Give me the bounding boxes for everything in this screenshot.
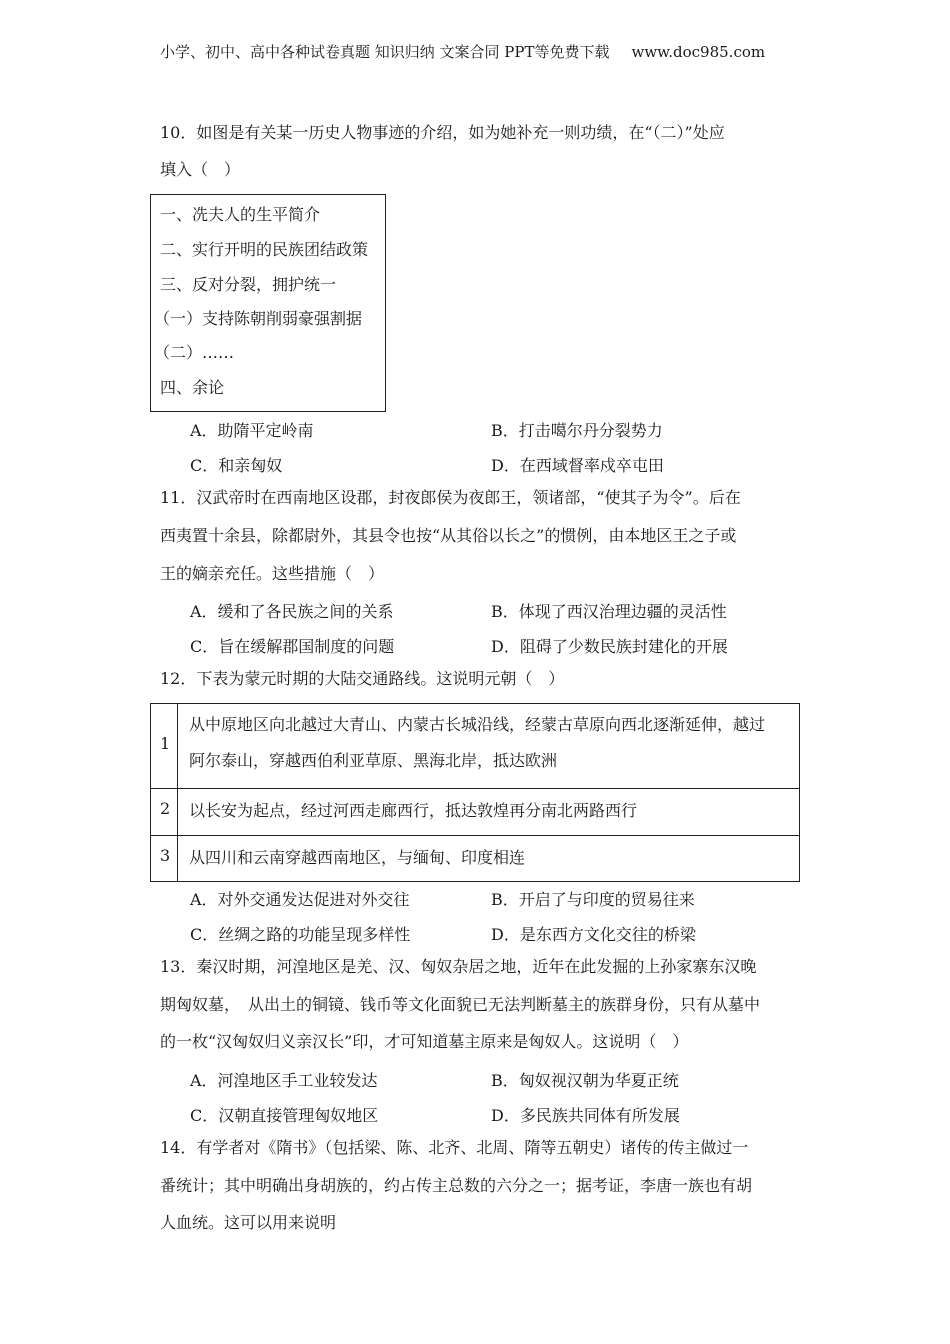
row-text: 从中原地区向北越过大青山、内蒙古长城沿线，经蒙古草原向西北逐渐延伸，越过	[189, 715, 766, 734]
outline-item: （二）……	[154, 343, 235, 362]
row-text: 阿尔泰山，穿越西伯利亚草原、黑海北岸，抵达欧洲	[189, 751, 558, 770]
page-header	[160, 41, 765, 62]
q11-option-b[interactable]: B．体现了西汉治理边疆的灵活性	[491, 602, 727, 621]
q12-route-table	[150, 703, 800, 882]
q11-line2: 西夷置十余县，除都尉外，其县令也按“从其俗以长之”的惯例，由本地区王之子或	[160, 526, 737, 545]
q10-stem-line1: 10．如图是有关某一历史人物事迹的介绍，如为她补充一则功绩，在“（二）”处应	[160, 123, 725, 142]
q11-option-d[interactable]: D．阻碍了少数民族封建化的开展	[491, 637, 728, 656]
outline-item: 三、反对分裂，拥护统一	[160, 275, 337, 294]
row-number-cell	[151, 836, 178, 881]
q11-line3: 王的嫡亲充任。这些措施（ ）	[160, 564, 385, 583]
q13-line3: 的一枚“汉匈奴归义亲汉长”印，才可知道墓主原来是匈奴人。这说明（ ）	[160, 1032, 689, 1051]
q10-outline-box	[150, 194, 386, 412]
q14-line2: 番统计；其中明确出身胡族的，约占传主总数的六分之一；据考证，李唐一族也有胡	[160, 1176, 753, 1195]
header-site: www.doc985.com	[631, 43, 766, 61]
q11-option-a[interactable]: A．缓和了各民族之间的关系	[190, 602, 394, 621]
q13-option-d[interactable]: D．多民族共同体有所发展	[491, 1106, 680, 1125]
q13-option-c[interactable]: C．汉朝直接管理匈奴地区	[190, 1106, 379, 1125]
q10-option-a[interactable]: A．助隋平定岭南	[190, 421, 314, 440]
outline-item: 一、冼夫人的生平简介	[160, 205, 321, 224]
q13-option-a[interactable]: A．河湟地区手工业较发达	[190, 1071, 378, 1090]
table-row	[151, 704, 799, 788]
row-number: 1	[160, 734, 171, 753]
q10-stem-line2: 填入（ ）	[160, 160, 241, 179]
q14-line1: 14．有学者对《隋书》（包括梁、陈、北齐、北周、隋等五朝史）诸传的传主做过一	[160, 1138, 749, 1157]
outline-item: （一）支持陈朝削弱豪强割据	[154, 309, 363, 328]
q12-option-a[interactable]: A．对外交通发达促进对外交往	[190, 890, 410, 909]
row-number-cell	[151, 704, 178, 788]
q12-option-b[interactable]: B．开启了与印度的贸易往来	[491, 890, 695, 909]
outline-item: 二、实行开明的民族团结政策	[160, 240, 369, 259]
outline-item: 四、余论	[160, 378, 225, 397]
table-row	[151, 788, 799, 835]
q13-line2: 期匈奴墓， 从出土的铜镜、钱币等文化面貌已无法判断墓主的族群身份，只有从墓中	[160, 995, 761, 1014]
q13-line1: 13．秦汉时期，河湟地区是羌、汉、匈奴杂居之地，近年在此发掘的上孙家寨东汉晚	[160, 957, 757, 976]
q14-line3: 人血统。这可以用来说明	[160, 1213, 337, 1232]
q12-option-c[interactable]: C．丝绸之路的功能呈现多样性	[190, 925, 411, 944]
row-text: 从四川和云南穿越西南地区，与缅甸、印度相连	[189, 848, 526, 867]
row-text: 以长安为起点，经过河西走廊西行，抵达敦煌再分南北两路西行	[189, 801, 638, 820]
row-number: 3	[160, 846, 171, 865]
q13-option-b[interactable]: B．匈奴视汉朝为华夏正统	[491, 1071, 679, 1090]
row-number: 2	[160, 799, 171, 818]
table-row	[151, 835, 799, 881]
row-number-cell	[151, 789, 178, 835]
q10-option-b[interactable]: B．打击噶尔丹分裂势力	[491, 421, 663, 440]
q12-stem: 12．下表为蒙元时期的大陆交通路线。这说明元朝（ ）	[160, 669, 565, 688]
header-text: 小学、初中、高中各种试卷真题 知识归纳 文案合同 PPT等免费下载	[160, 43, 610, 61]
q11-option-c[interactable]: C．旨在缓解郡国制度的问题	[190, 637, 395, 656]
q10-option-c[interactable]: C．和亲匈奴	[190, 456, 283, 475]
q10-option-d[interactable]: D．在西域督率戍卒屯田	[491, 456, 664, 475]
q11-line1: 11．汉武帝时在西南地区设郡，封夜郎侯为夜郎王，领诸部，“使其子为令”。后在	[160, 488, 741, 507]
q12-option-d[interactable]: D．是东西方文化交往的桥梁	[491, 925, 696, 944]
